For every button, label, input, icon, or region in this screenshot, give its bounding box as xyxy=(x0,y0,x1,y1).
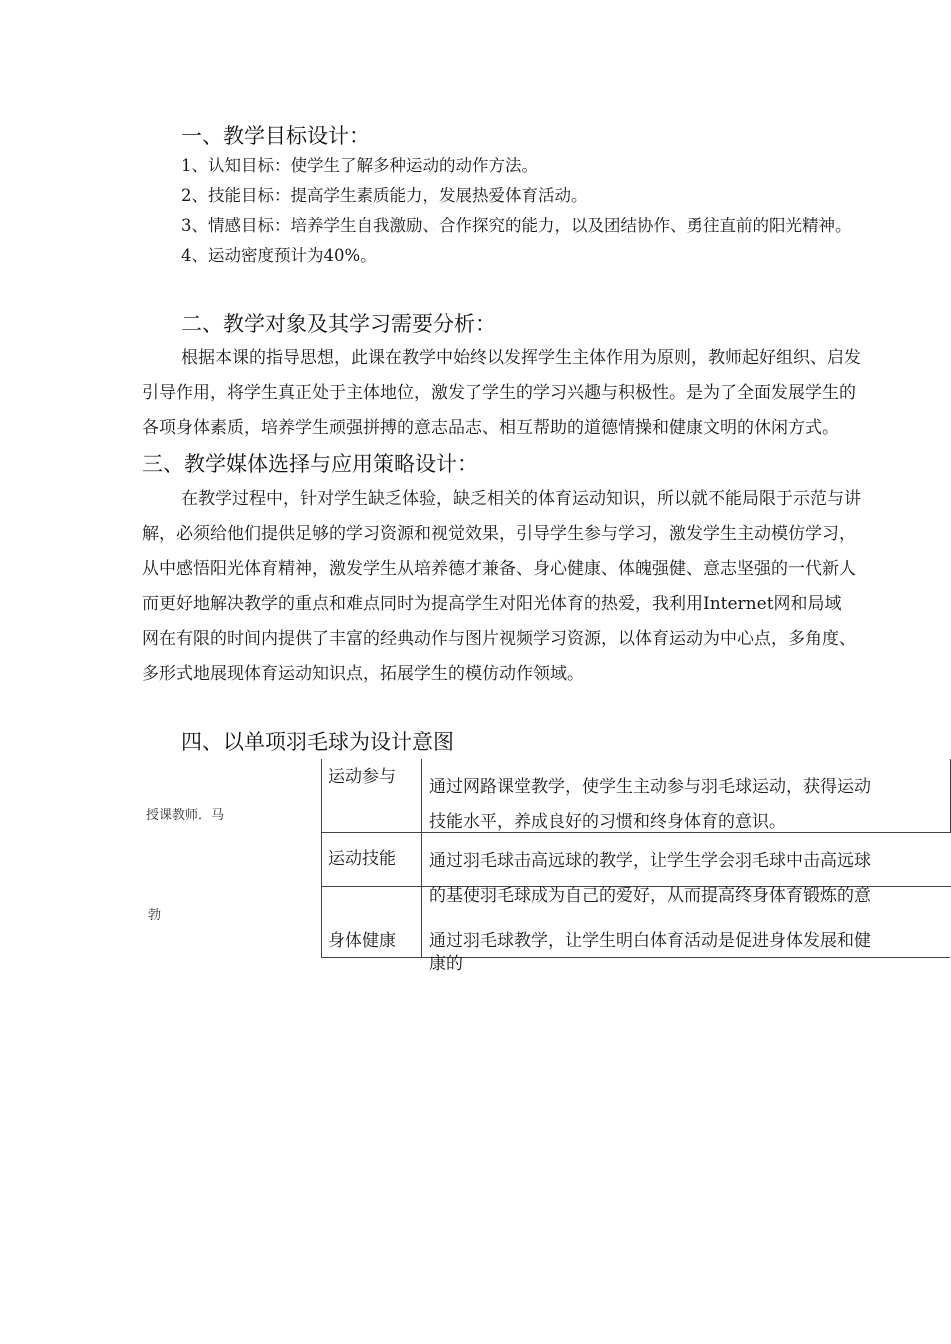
media-line-3: 从中感悟阳光体育精神，激发学生从培养德才兼备、身心健康、体魄强健、意志坚强的一代新人 xyxy=(142,559,856,579)
goals-table xyxy=(321,759,950,974)
section-1-heading: 一、教学目标设计： xyxy=(181,124,370,148)
table-row-3-title: 身体健康 xyxy=(328,931,396,951)
section-2-heading: 二、教学对象及其学习需要分析： xyxy=(181,312,496,336)
table-row-1-title: 运动参与 xyxy=(328,767,396,787)
analysis-line-2: 引导作用，将学生真正处于主体地位，激发了学生的学习兴趣与积极性。是为了全面发展学生的 xyxy=(142,383,856,403)
teacher-name-fragment: 勃 xyxy=(148,908,162,923)
table-row-1-text-line-1: 通过网路课堂教学，使学生主动参与羽毛球运动，获得运动 xyxy=(429,777,871,797)
media-line-5: 网在有限的时间内提供了丰富的经典动作与图片视频学习资源，以体育运动为中心点，多角度、 xyxy=(142,629,856,649)
table-column-divider xyxy=(421,759,422,958)
objective-item-2: 2、技能目标：提高学生素质能力，发展热爱体育活动。 xyxy=(181,186,588,205)
table-row-3-text-line-1: 通过羽毛球教学，让学生明白体育活动是促进身体发展和健 xyxy=(429,931,871,951)
media-line-1: 在教学过程中，针对学生缺乏体验，缺乏相关的体育运动知识，所以就不能局限于示范与讲 xyxy=(181,489,861,509)
table-row-2-text-line-2: 的基使羽毛球成为自己的爱好，从而提高终身体育锻炼的意 xyxy=(429,886,871,906)
objective-item-1: 1、认知目标：使学生了解多种运动的动作方法。 xyxy=(181,156,538,175)
table-row-1-text-line-2: 技能水平，养成良好的习惯和终身体育的意识。 xyxy=(429,812,786,832)
analysis-line-3: 各项身体素质，培养学生顽强拼搏的意志品志、相互帮助的道德情操和健康文明的休闲方式。 xyxy=(142,418,839,438)
media-line-2: 解，必须给他们提供足够的学习资源和视觉效果，引导学生参与学习，激发学生主动模仿学习， xyxy=(142,524,856,544)
media-line-6: 多形式地展现体育运动知识点，拓展学生的模仿动作领域。 xyxy=(142,664,584,684)
objective-item-3: 3、情感目标：培养学生自我激励、合作探究的能力，以及团结协作、勇往直前的阳光精神。 xyxy=(181,216,852,235)
section-3-heading: 三、教学媒体选择与应用策略设计： xyxy=(142,452,478,476)
table-row-2-text-line-1: 通过羽毛球击高远球的教学，让学生学会羽毛球中击高远球 xyxy=(429,851,871,871)
table-row-3-text-line-2: 康的 xyxy=(429,954,463,974)
table-row-divider xyxy=(322,832,951,833)
teacher-label: 授课教师．马 xyxy=(146,808,225,823)
media-line-4: 而更好地解决教学的重点和难点同时为提高学生对阳光体育的热爱，我利用Internet网和局域 xyxy=(142,594,842,614)
section-4-heading: 四、以单项羽毛球为设计意图 xyxy=(181,730,454,754)
table-row-2-clip xyxy=(429,873,949,906)
table-row-2-title: 运动技能 xyxy=(328,849,396,869)
table-row-3-clip xyxy=(429,949,949,974)
objective-item-4: 4、运动密度预计为40%。 xyxy=(181,246,377,265)
analysis-line-1: 根据本课的指导思想，此课在教学中始终以发挥学生主体作用为原则，教师起好组织、启发 xyxy=(181,348,861,368)
